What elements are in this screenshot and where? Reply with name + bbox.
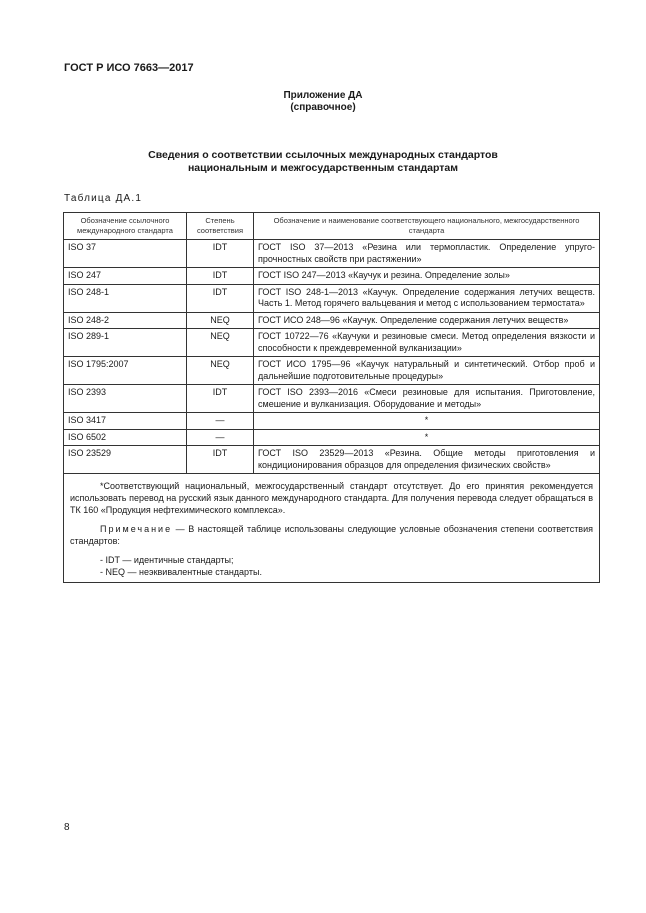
cell-name: ГОСТ ISO 247—2013 «Каучук и резина. Определение золы» [254, 268, 600, 285]
cell-ref: ISO 1795:2007 [64, 357, 187, 385]
table-row [64, 329, 600, 357]
appendix-subtitle: (справочное) [290, 102, 356, 113]
cell-degree: NEQ [187, 329, 254, 357]
header-ref-standard: Обозначение ссылочного международного стандарта [64, 213, 187, 240]
table-row [64, 413, 600, 430]
cell-ref: ISO 23529 [64, 446, 187, 474]
table-row [64, 240, 600, 268]
section-heading [0, 149, 646, 175]
table-row [64, 284, 600, 312]
cell-name: * [254, 429, 600, 446]
cell-ref: ISO 248-1 [64, 284, 187, 312]
table-note [70, 523, 593, 547]
cell-name: ГОСТ ISO 2393—2016 «Смеси резиновые для испытания. Приготовление, смешение и вулканизация. Оборудование и методы» [254, 385, 600, 413]
note-item-neq: - NEQ — неэквивалентные стандарты. [100, 567, 262, 577]
appendix-title-block [0, 90, 646, 114]
note-text: — В настоящей таблице использованы следующие условные обозначения степени соответствия стандартов: [70, 524, 593, 546]
cell-degree: NEQ [187, 357, 254, 385]
note-label: Примечание [100, 524, 173, 534]
header-national-standard: Обозначение и наименование соответствующего национального, межгосударственного стандарта [254, 213, 600, 240]
table-row [64, 312, 600, 329]
heading-line-1: Сведения о соответствии ссылочных международных стандартов [148, 149, 498, 161]
table-footnote: *Соответствующий национальный, межгосударственный стандарт отсутствует. До его принятия рекомендуется использовать перевод на русский язык данного международного стандарта. Для получения перевода следует обращаться в ТК 160 «Продукция нефтехимического комплекса». [70, 481, 593, 515]
correspondence-table-wrapper [63, 212, 599, 583]
table-row [64, 385, 600, 413]
cell-ref: ISO 37 [64, 240, 187, 268]
table-notes-row [64, 474, 600, 583]
cell-ref: ISO 289-1 [64, 329, 187, 357]
table-header-row [64, 213, 600, 240]
document-code: ГОСТ Р ИСО 7663—2017 [64, 62, 194, 74]
cell-degree: IDT [187, 446, 254, 474]
correspondence-table [63, 212, 600, 583]
cell-degree: IDT [187, 268, 254, 285]
cell-name: ГОСТ ИСО 1795—96 «Каучук натуральный и синтетический. Отбор проб и дальнейшие подготовительные процедуры» [254, 357, 600, 385]
cell-degree: IDT [187, 284, 254, 312]
cell-degree: IDT [187, 240, 254, 268]
table-row [64, 429, 600, 446]
cell-name: ГОСТ ИСО 248—96 «Каучук. Определение содержания летучих веществ» [254, 312, 600, 329]
cell-name: ГОСТ ISO 37—2013 «Резина или термопластик. Определение упруго-прочностных свойств при растяжении» [254, 240, 600, 268]
cell-degree: IDT [187, 385, 254, 413]
cell-degree: — [187, 429, 254, 446]
cell-ref: ISO 2393 [64, 385, 187, 413]
cell-name: ГОСТ 10722—76 «Каучуки и резиновые смеси. Метод определения вязкости и способности к преждевременной вулканизации» [254, 329, 600, 357]
note-item-idt: - IDT — идентичные стандарты; [100, 555, 234, 565]
cell-degree: NEQ [187, 312, 254, 329]
appendix-title: Приложение ДА [283, 90, 363, 101]
cell-degree: — [187, 413, 254, 430]
cell-ref: ISO 247 [64, 268, 187, 285]
heading-line-2: национальным и межгосударственным стандартам [187, 162, 459, 174]
cell-ref: ISO 6502 [64, 429, 187, 446]
table-row [64, 268, 600, 285]
cell-ref: ISO 3417 [64, 413, 187, 430]
cell-ref: ISO 248-2 [64, 312, 187, 329]
table-label: Таблица ДА.1 [64, 193, 143, 204]
cell-name: ГОСТ ISO 23529—2013 «Резина. Общие методы приготовления и кондиционирования образцов для определения физических свойств» [254, 446, 600, 474]
page-number: 8 [64, 822, 70, 833]
header-degree: Степень соответствия [187, 213, 254, 240]
table-row [64, 446, 600, 474]
table-notes [64, 474, 600, 583]
cell-name: ГОСТ ISO 248-1—2013 «Каучук. Определение содержания летучих веществ. Часть 1. Метод горячего вальцевания и метод с использованием термостата» [254, 284, 600, 312]
cell-name: * [254, 413, 600, 430]
table-row [64, 357, 600, 385]
